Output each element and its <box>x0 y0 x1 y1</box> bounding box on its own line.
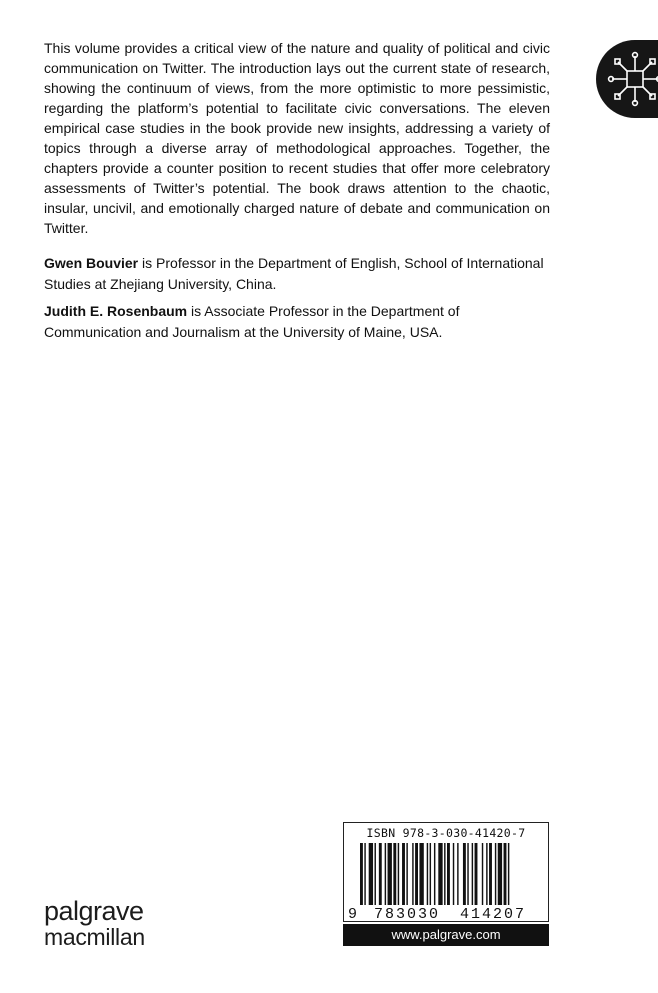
author-bio-bouvier <box>44 253 550 294</box>
barcode-digit-first: 9 <box>348 906 358 921</box>
isbn-barcode <box>343 822 549 922</box>
publisher-url: www.palgrave.com <box>343 924 549 946</box>
author-bio-text: is Professor in the Department of English, School of International Studies at Zhejiang University, China. <box>44 255 544 292</box>
back-cover-blurb: This volume provides a critical view of the nature and quality of political and civic communication on Twitter. The introduction lays out the current state of research, showing the continuum of views, from the more optimistic to more pessimistic, regarding the platform’s potential to facilitate civic conversations. The eleven empirical case studies in the book provide new insights, addressing a variety of topics through a diverse array of methodological approaches. Together, the chapters provide a counter position to recent studies that offer more celebratory assessments of Twitter’s potential. The book draws attention to the chaotic, insular, uncivil, and emotionally charged nature of debate and communication on Twitter. <box>44 40 550 236</box>
isbn-label: ISBN 978-3-030-41420-7 <box>366 826 526 840</box>
barcode-digits-left: 783030 <box>374 906 441 921</box>
barcode-icon <box>348 843 546 921</box>
publisher-logo-line2: macmillan <box>44 924 145 950</box>
author-name: Judith E. Rosenbaum <box>44 303 188 319</box>
author-name: Gwen Bouvier <box>44 255 139 271</box>
author-bio-rosenbaum <box>44 301 550 342</box>
author-bio-text: is Associate Professor in the Department of Communication and Journalism at the University of Maine, USA. <box>44 303 460 340</box>
publisher-logo <box>44 898 145 949</box>
network-node-icon <box>606 50 658 108</box>
series-badge <box>596 40 658 118</box>
publisher-logo-line1: palgrave <box>44 896 144 926</box>
barcode-digits-right: 414207 <box>460 906 527 921</box>
